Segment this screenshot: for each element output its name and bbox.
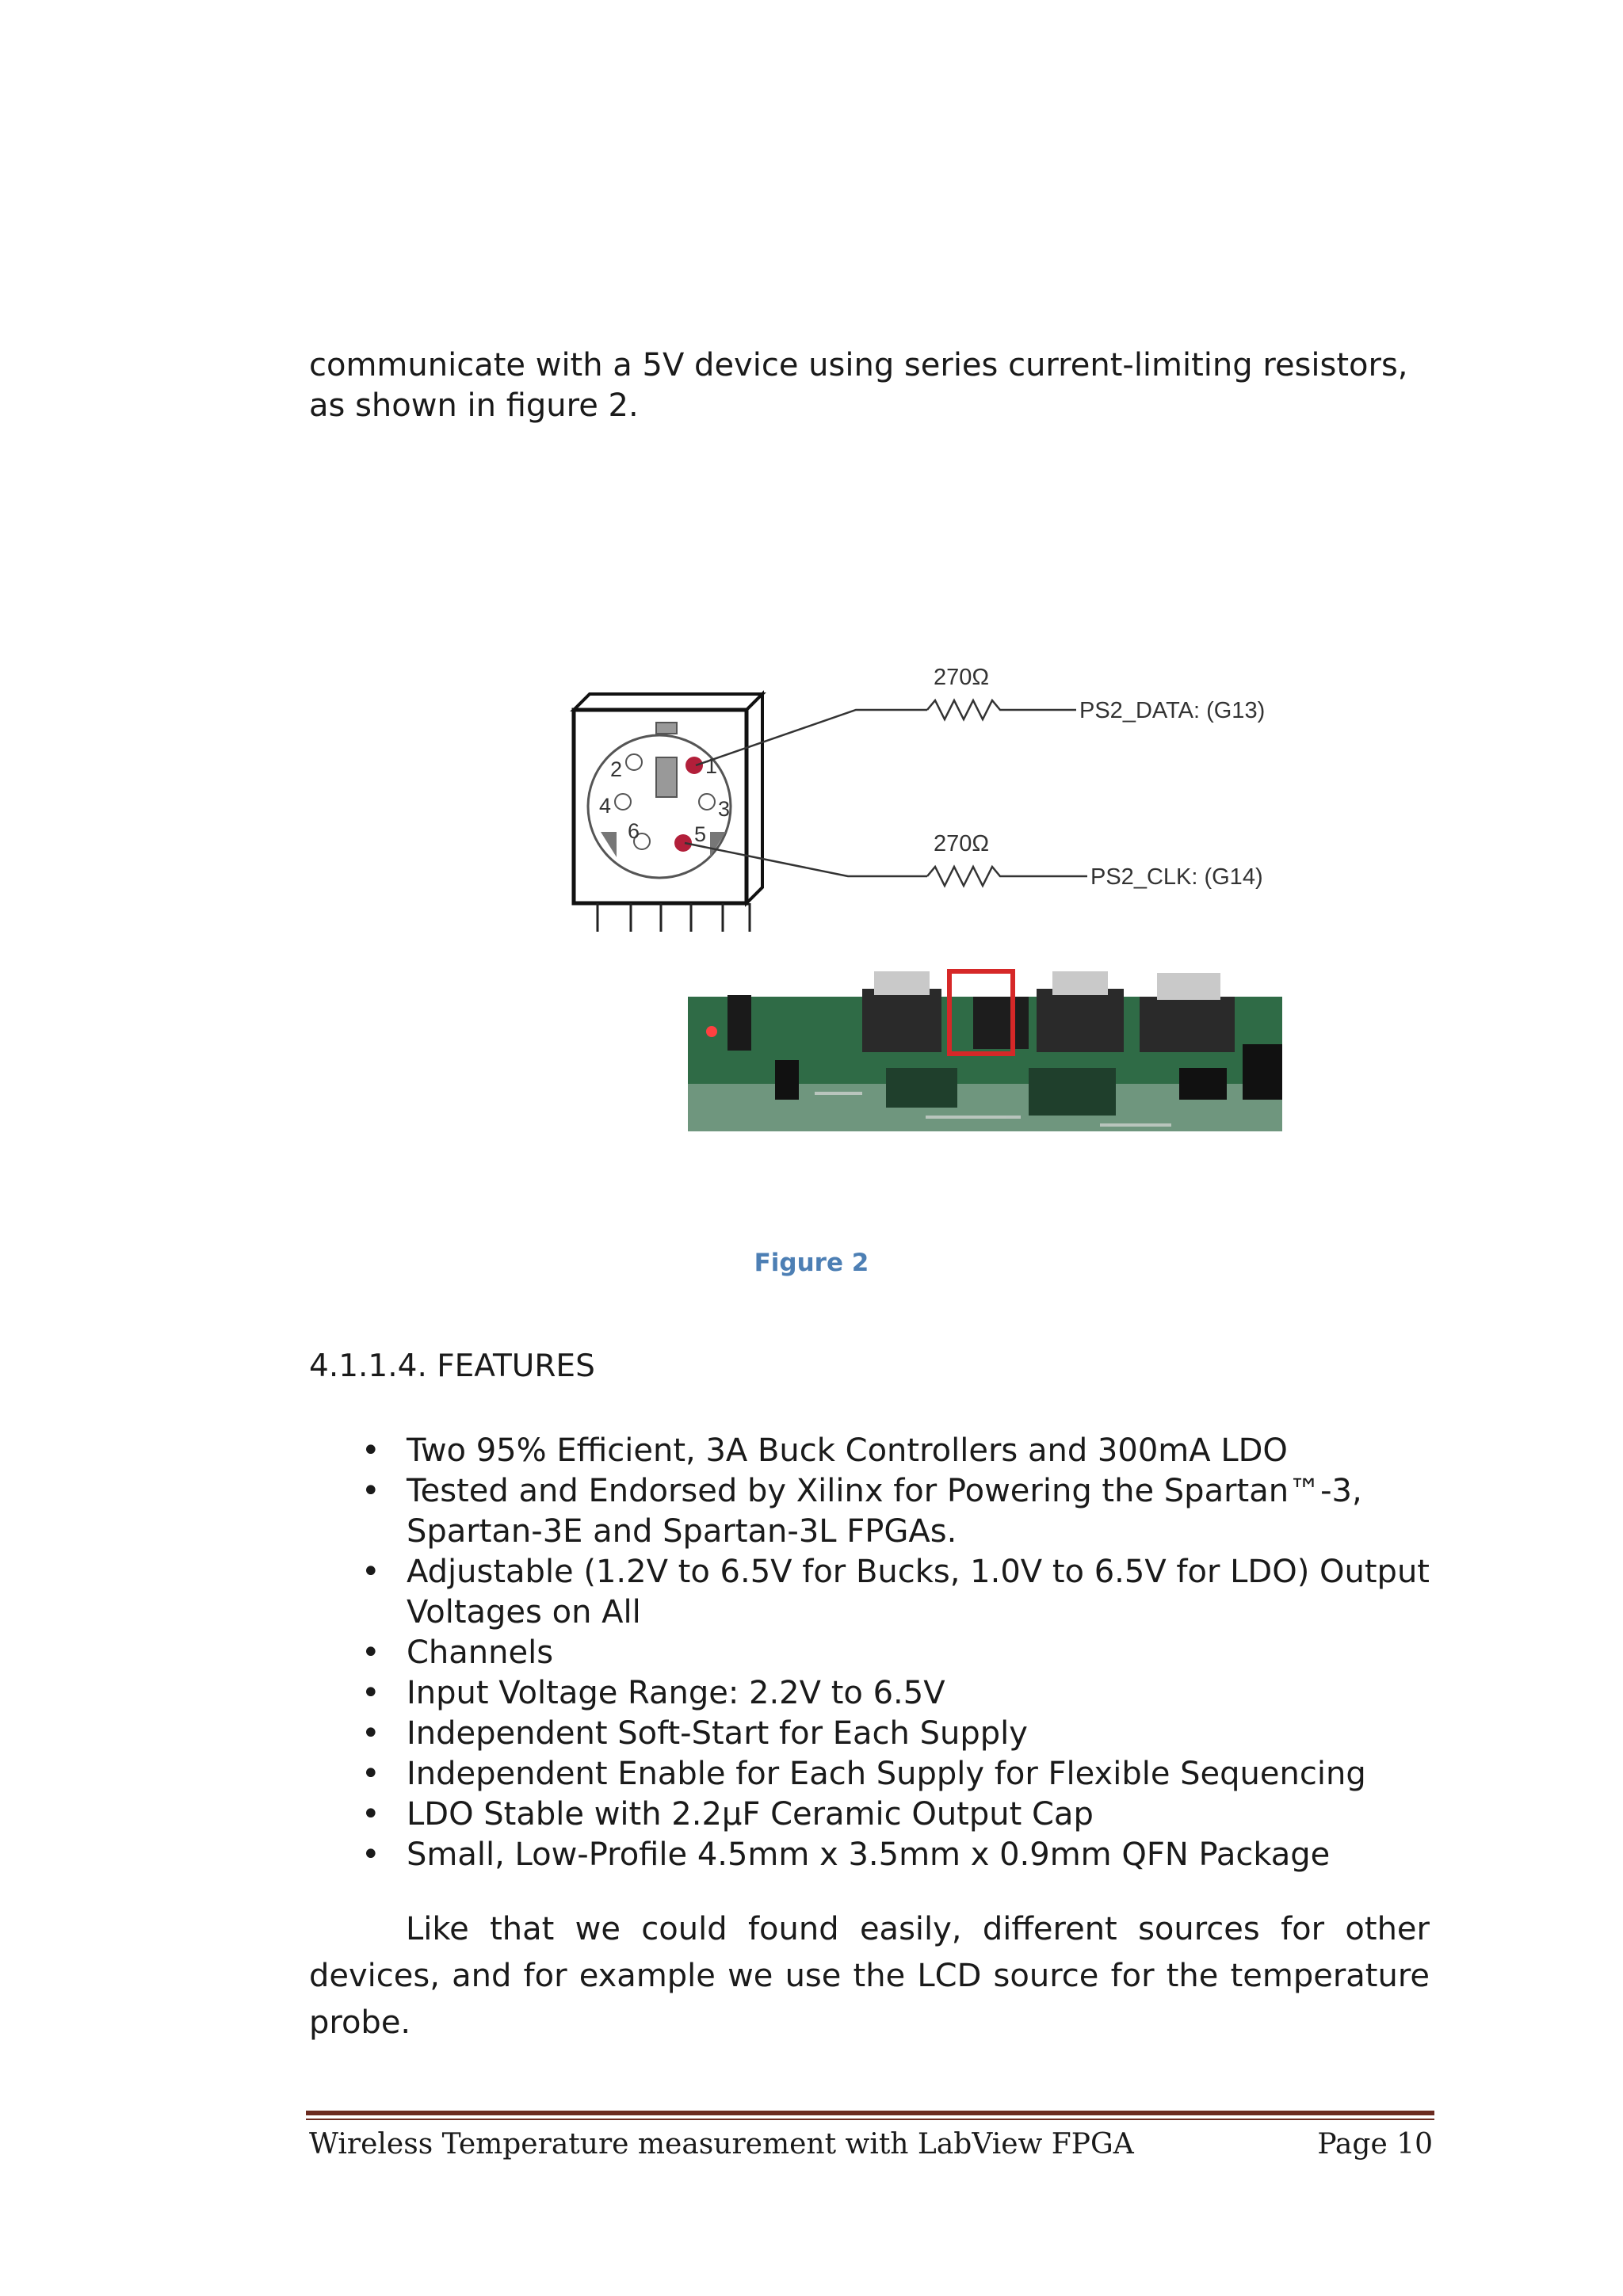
list-item-text: Input Voltage Range: 2.2V to 6.5V — [407, 1675, 945, 1711]
bullet-icon: • — [361, 1634, 380, 1671]
closing-paragraph: Like that we could found easily, different sources for other devices, and for example we use the LCD source for the temperature probe. — [309, 1911, 1430, 2041]
intro-paragraph: communicate with a 5V device using series current-limiting resistors, as shown in figure 2. — [309, 347, 1408, 424]
bullet-icon: • — [361, 1756, 380, 1792]
list-item-text: Small, Low-Profile 4.5mm x 3.5mm x 0.9mm QFN Package — [407, 1836, 1331, 1873]
list-item — [309, 1633, 1434, 1673]
features-list — [309, 1431, 1434, 1875]
pin-label-5: 5 — [694, 822, 707, 846]
list-item-text: Independent Soft-Start for Each Supply — [407, 1715, 1028, 1752]
ps2-connector — [574, 694, 762, 932]
list-item — [309, 1673, 1434, 1714]
list-item — [309, 1431, 1434, 1471]
list-item — [309, 1754, 1434, 1794]
pin-1-dot — [685, 757, 703, 774]
ps2-data-label: PS2_DATA: (G13) — [1079, 698, 1266, 723]
list-item — [309, 1714, 1434, 1754]
list-item-text: Adjustable (1.2V to 6.5V for Bucks, 1.0V to 6.5V for LDO) Output Voltages on All — [407, 1554, 1430, 1630]
list-item — [309, 1794, 1434, 1835]
fpga-board-photo — [688, 965, 1290, 1155]
figure-caption: Figure 2 — [754, 1249, 869, 1277]
footer-title: Wireless Temperature measurement with LabView FPGA — [309, 2128, 1134, 2161]
list-item — [309, 1552, 1434, 1633]
pin-label-1: 1 — [705, 754, 718, 778]
ps2-clk-label: PS2_CLK: (G14) — [1090, 864, 1263, 890]
resistor-bottom-label: 270Ω — [934, 831, 990, 856]
list-item-text: Independent Enable for Each Supply for Flexible Sequencing — [407, 1756, 1366, 1792]
list-item — [309, 1835, 1434, 1875]
bullet-icon: • — [361, 1675, 380, 1711]
footer-rule-thin — [306, 2119, 1434, 2120]
list-item-text: LDO Stable with 2.2µF Ceramic Output Cap — [407, 1796, 1094, 1833]
pin-label-4: 4 — [599, 794, 612, 818]
list-item — [309, 1471, 1434, 1552]
list-item-text: Two 95% Efficient, 3A Buck Controllers and 300mA LDO — [407, 1432, 1288, 1469]
pin-label-2: 2 — [610, 757, 623, 781]
bullet-icon: • — [361, 1432, 380, 1469]
page-number: Page 10 — [1317, 2128, 1433, 2161]
bullet-icon: • — [361, 1715, 380, 1752]
pin-label-3: 3 — [718, 797, 731, 821]
bullet-icon: • — [361, 1796, 380, 1833]
resistor-top-label: 270Ω — [934, 665, 990, 690]
features-heading: 4.1.1.4. FEATURES — [309, 1348, 595, 1384]
pin-label-6: 6 — [628, 819, 640, 843]
bullet-icon: • — [361, 1473, 380, 1509]
list-item-text: Channels — [407, 1634, 554, 1671]
footer-rule — [306, 2111, 1434, 2115]
ps2-connector-diagram — [555, 658, 1292, 943]
bullet-icon: • — [361, 1554, 380, 1590]
bullet-icon: • — [361, 1836, 380, 1873]
list-item-text: Tested and Endorsed by Xilinx for Powering the Spartan™-3, Spartan-3E and Spartan-3L FPGAs. — [407, 1473, 1362, 1550]
